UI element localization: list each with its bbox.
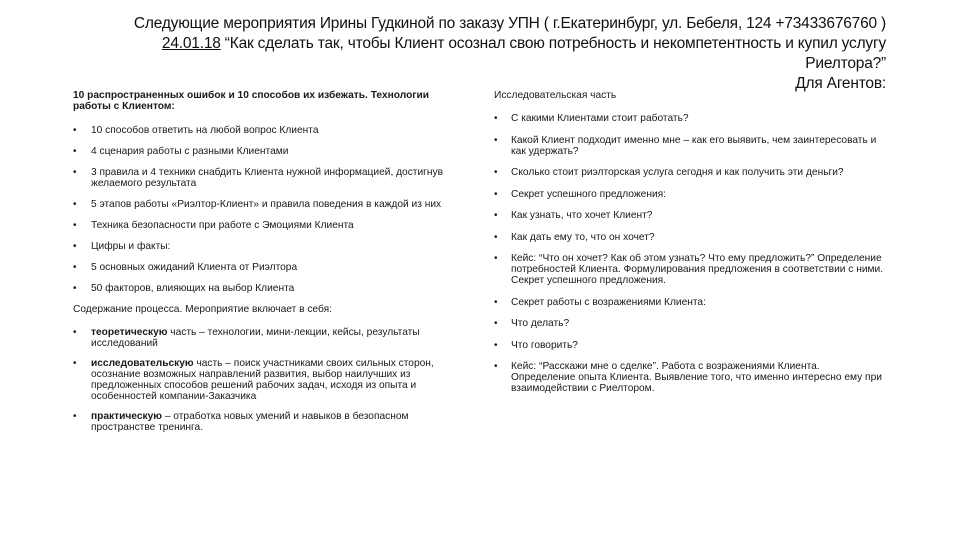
process-item-keyword: практическую [91, 411, 162, 422]
list-item [73, 262, 468, 273]
bullet-icon: • [73, 262, 77, 273]
list-item-text: 5 основных ожиданий Клиента от Риэлтора [91, 262, 298, 273]
list-item-text: Как узнать, что хочет Клиент? [511, 210, 653, 221]
list-item-text: Секрет успешного предложения: [511, 188, 667, 200]
list-item-text: 4 сценария работы с разными Клиентами [91, 146, 289, 157]
list-item-text: С какими Клиентами стоит работать? [511, 113, 689, 124]
list-item [494, 135, 884, 157]
bullet-icon: • [73, 146, 77, 157]
header-line-3: Для Агентов: [795, 75, 886, 92]
bullet-icon: • [73, 283, 77, 294]
bullet-icon: • [73, 241, 77, 252]
list-item [494, 232, 884, 243]
list-item-text: Цифры и факты: [91, 241, 171, 252]
bullet-icon: • [494, 296, 498, 308]
list-item-text: 5 этапов работы «Риэлтор-Клиент» и правила поведения в каждой из них [91, 199, 442, 210]
event-title: “Как сделать так, чтобы Клиент осознал свою потребность и некомпетентность и купил услугу Риелтора?” [220, 35, 886, 72]
list-item-text: Как дать ему то, что он хочет? [511, 231, 655, 243]
bullet-icon: • [73, 358, 77, 369]
right-section-title: Исследовательская часть [494, 90, 617, 101]
list-item [494, 189, 884, 200]
list-item-text: 3 правила и 4 техники снабдить Клиента нужной информацией, достигнув желаемого результата [91, 167, 444, 189]
bullet-icon: • [494, 318, 498, 329]
left-list [73, 125, 468, 294]
list-item-text: Кейс: “Расскажи мне о сделке”. Работа с возражениями Клиента. Определение опыта Клиента. Выявление того, что именно интересно ему при взаимодействии с Риелтором. [511, 361, 882, 394]
list-item [73, 327, 468, 349]
list-item [73, 125, 468, 136]
process-item-text: – отработка новых умений и навыков в безопасном пространстве тренинга. [91, 411, 409, 433]
header-line-2 [90, 34, 886, 74]
event-date: 24.01.18 [161, 35, 221, 52]
bullet-icon: • [494, 134, 498, 146]
list-item [494, 167, 884, 178]
bullet-icon: • [494, 188, 498, 200]
list-item [494, 318, 884, 329]
list-item [73, 241, 468, 252]
page-header [90, 14, 886, 94]
process-item-text: часть – технологии, мини-лекции, кейсы, результаты исследований [91, 327, 420, 349]
list-item [494, 361, 884, 394]
list-item-text: Техника безопасности при работе с Эмоциями Клиента [91, 220, 354, 231]
process-item-keyword: исследовательскую [91, 358, 194, 369]
bullet-icon: • [494, 167, 498, 178]
right-list [494, 113, 884, 394]
list-item [73, 220, 468, 231]
list-item [73, 411, 468, 433]
bullet-icon: • [494, 253, 498, 264]
list-item-text: Кейс: “Что он хочет? Как об этом узнать? Что ему предложить?” Определение потребностей Клиента. Формулирования предложения в соответствии с ними. Секрет успешного предложения. [511, 253, 884, 286]
list-item [73, 146, 468, 157]
bullet-icon: • [73, 125, 77, 136]
process-list [73, 327, 468, 433]
bullet-icon: • [73, 411, 77, 422]
list-item [494, 253, 884, 286]
bullet-icon: • [73, 327, 77, 338]
header-line-1: Следующие мероприятия Ирины Гудкиной по заказу УПН ( г.Екатеринбург, ул. Бебеля, 124 +73433676760 ) [133, 15, 886, 32]
bullet-icon: • [494, 339, 498, 351]
bullet-icon: • [494, 361, 498, 372]
right-column [494, 90, 884, 405]
list-item-text: Секрет работы с возражениями Клиента: [511, 296, 706, 308]
list-item [494, 340, 884, 351]
bullet-icon: • [494, 113, 498, 124]
list-item [494, 297, 884, 308]
left-section-title: 10 распространенных ошибок и 10 способов их избежать. Технологии работы с Клиентом: [73, 90, 430, 112]
list-item-text: Сколько стоит риэлторская услуга сегодня и как получить эти деньги? [511, 167, 844, 178]
list-item [73, 167, 468, 189]
list-item [73, 358, 468, 402]
bullet-icon: • [73, 199, 77, 210]
list-item-text: Что делать? [511, 318, 570, 329]
list-item-text: Какой Клиент подходит именно мне – как его выявить, чем заинтересовать и как удержать? [511, 134, 877, 157]
list-item-text: Что говорить? [511, 339, 578, 351]
process-title: Содержание процесса. Мероприятие включает в себя: [73, 304, 332, 315]
process-item-text: часть – поиск участниками своих сильных сторон, осознание возможных направлений развития, выбор наилучших из предложенных способов решений рабочих задач, исходя из опыта и особенностей компании-Заказчика [91, 358, 434, 402]
left-column [73, 90, 468, 442]
list-item [73, 199, 468, 210]
bullet-icon: • [73, 220, 77, 231]
list-item [494, 210, 884, 221]
bullet-icon: • [494, 210, 498, 221]
process-item-keyword: теоретическую [91, 327, 168, 338]
bullet-icon: • [494, 231, 498, 243]
bullet-icon: • [73, 167, 77, 178]
list-item-text: 50 факторов, влияющих на выбор Клиента [91, 283, 295, 294]
list-item [494, 113, 884, 124]
list-item-text: 10 способов ответить на любой вопрос Клиента [91, 125, 319, 136]
list-item [73, 283, 468, 294]
